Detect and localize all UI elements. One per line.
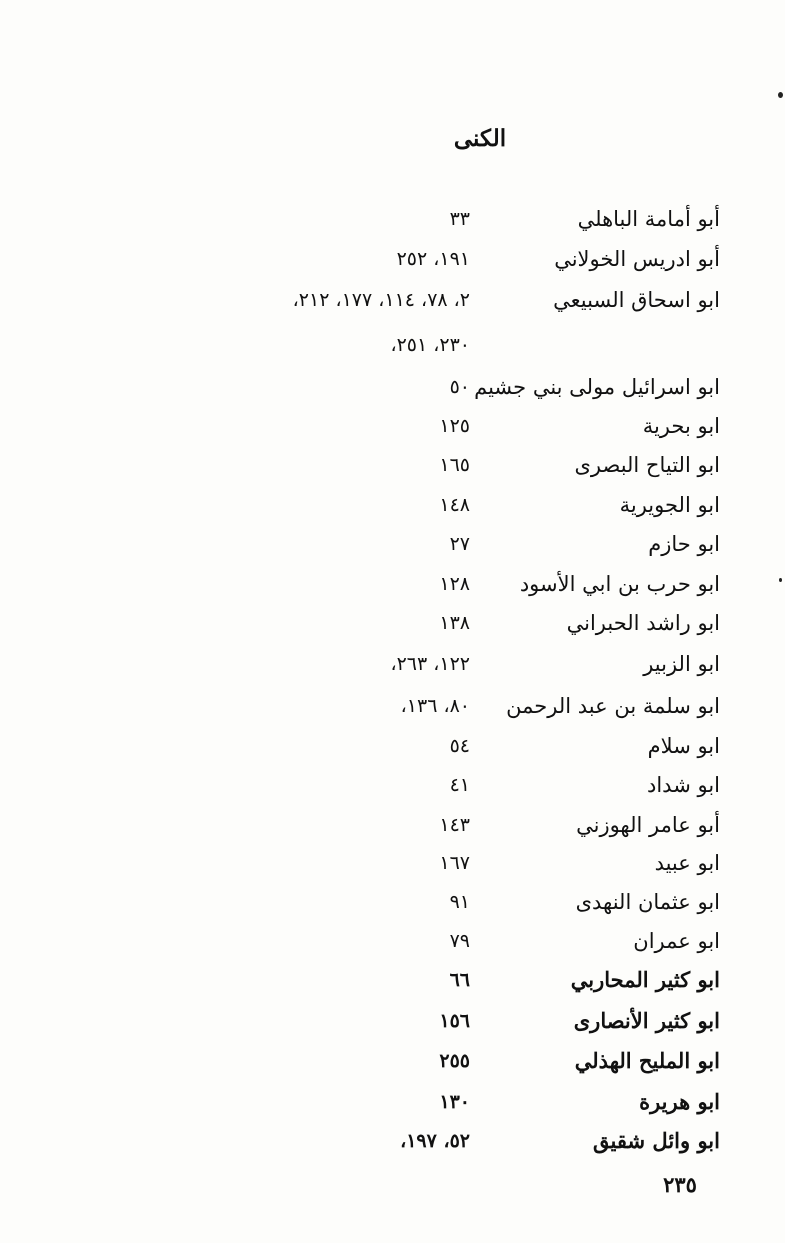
margin-speck <box>778 92 783 98</box>
entry-pages: ٢٥٥ <box>439 1050 470 1072</box>
entry-name: ابو شداد <box>646 773 720 797</box>
entry-name: ابو كثير المحاربي <box>570 967 720 992</box>
list-item <box>100 446 720 484</box>
list-item <box>100 407 720 445</box>
list-item <box>100 766 720 804</box>
entry-name: ابو وائل شقيق <box>593 1128 720 1153</box>
list-item <box>100 1042 720 1080</box>
entry-pages: ١٦٧ <box>439 852 470 874</box>
entry-name: ابو حازم <box>648 532 720 556</box>
entry-pages: ٥٠ <box>449 376 470 398</box>
list-item <box>100 486 720 524</box>
list-item-continuation <box>100 326 720 364</box>
entry-name: ابو التياح البصرى <box>574 453 720 477</box>
entry-pages: ٦٦ <box>449 969 470 991</box>
entry-pages: ٤١ <box>449 774 470 796</box>
entry-name: ابو الجويرية <box>619 493 720 517</box>
entry-name: أبو أمامة الباهلي <box>577 207 720 231</box>
entry-pages: ٥٢، ١٩٧، <box>400 1130 470 1152</box>
entry-name: ابو عبيد <box>654 851 720 875</box>
entry-pages: ١٢٢، ٢٦٣، <box>390 653 470 675</box>
entry-name: أبو ادريس الخولاني <box>554 247 720 271</box>
entry-pages: ٢٧ <box>449 533 470 555</box>
entry-name: ابو راشد الحبراني <box>566 611 720 635</box>
entry-pages: ١٩١، ٢٥٢ <box>396 248 470 270</box>
list-item <box>100 200 720 238</box>
entry-pages: ٢، ٧٨، ١١٤، ١٧٧، ٢١٢، <box>292 289 470 311</box>
entry-name: ابو هريرة <box>639 1089 720 1114</box>
entry-name: ابو اسحاق السبيعي <box>553 288 720 312</box>
list-item <box>100 1002 720 1040</box>
section-title: الكنى <box>453 125 507 152</box>
list-item <box>100 1083 720 1121</box>
list-item <box>100 368 720 406</box>
entry-name: ابو الزبير <box>643 652 720 676</box>
entry-name: ابو المليح الهذلي <box>574 1048 720 1073</box>
list-item <box>100 240 720 278</box>
entry-name: ابو سلمة بن عبد الرحمن <box>506 694 720 718</box>
entry-pages: ٣٣ <box>449 208 470 230</box>
index-list <box>100 200 720 1160</box>
list-item <box>100 687 720 725</box>
entry-pages: ٧٩ <box>449 930 470 952</box>
entry-pages: ١٣٠ <box>439 1091 470 1113</box>
entry-pages: ٩١ <box>449 891 470 913</box>
list-item <box>100 883 720 921</box>
entry-name: ابو عمران <box>633 929 720 953</box>
entry-name: ابو حرب بن ابي الأسود <box>519 572 720 596</box>
entry-name: ابو بحرية <box>642 414 720 438</box>
entry-pages: ١٢٥ <box>439 415 470 437</box>
entry-name: ابو عثمان النهدى <box>575 890 720 914</box>
entry-pages: ٥٤ <box>449 735 470 757</box>
page-number: ٢٣٥ <box>663 1172 697 1197</box>
list-item <box>100 645 720 683</box>
list-item <box>100 281 720 319</box>
list-item <box>100 1122 720 1160</box>
list-item <box>100 844 720 882</box>
list-item <box>100 565 720 603</box>
entry-name: ابو اسرائيل مولى بني جشيم <box>474 375 720 399</box>
entry-pages: ١٣٨ <box>439 612 470 634</box>
list-item <box>100 727 720 765</box>
list-item <box>100 806 720 844</box>
entry-pages: ١٥٦ <box>439 1010 470 1032</box>
margin-speck <box>779 578 782 582</box>
list-item <box>100 961 720 999</box>
list-item <box>100 922 720 960</box>
entry-pages: ١٦٥ <box>439 454 470 476</box>
entry-pages: ٢٣٠، ٢٥١، <box>390 334 470 356</box>
entry-pages: ١٢٨ <box>439 573 470 595</box>
entry-pages: ٨٠، ١٣٦، <box>400 695 470 717</box>
entry-name: ابو سلام <box>647 734 720 758</box>
entry-pages: ١٤٨ <box>439 494 470 516</box>
entry-pages: ١٤٣ <box>439 814 470 836</box>
entry-name: أبو عامر الهوزني <box>576 813 720 837</box>
list-item <box>100 604 720 642</box>
entry-name: ابو كثير الأنصارى <box>573 1008 720 1033</box>
list-item <box>100 525 720 563</box>
